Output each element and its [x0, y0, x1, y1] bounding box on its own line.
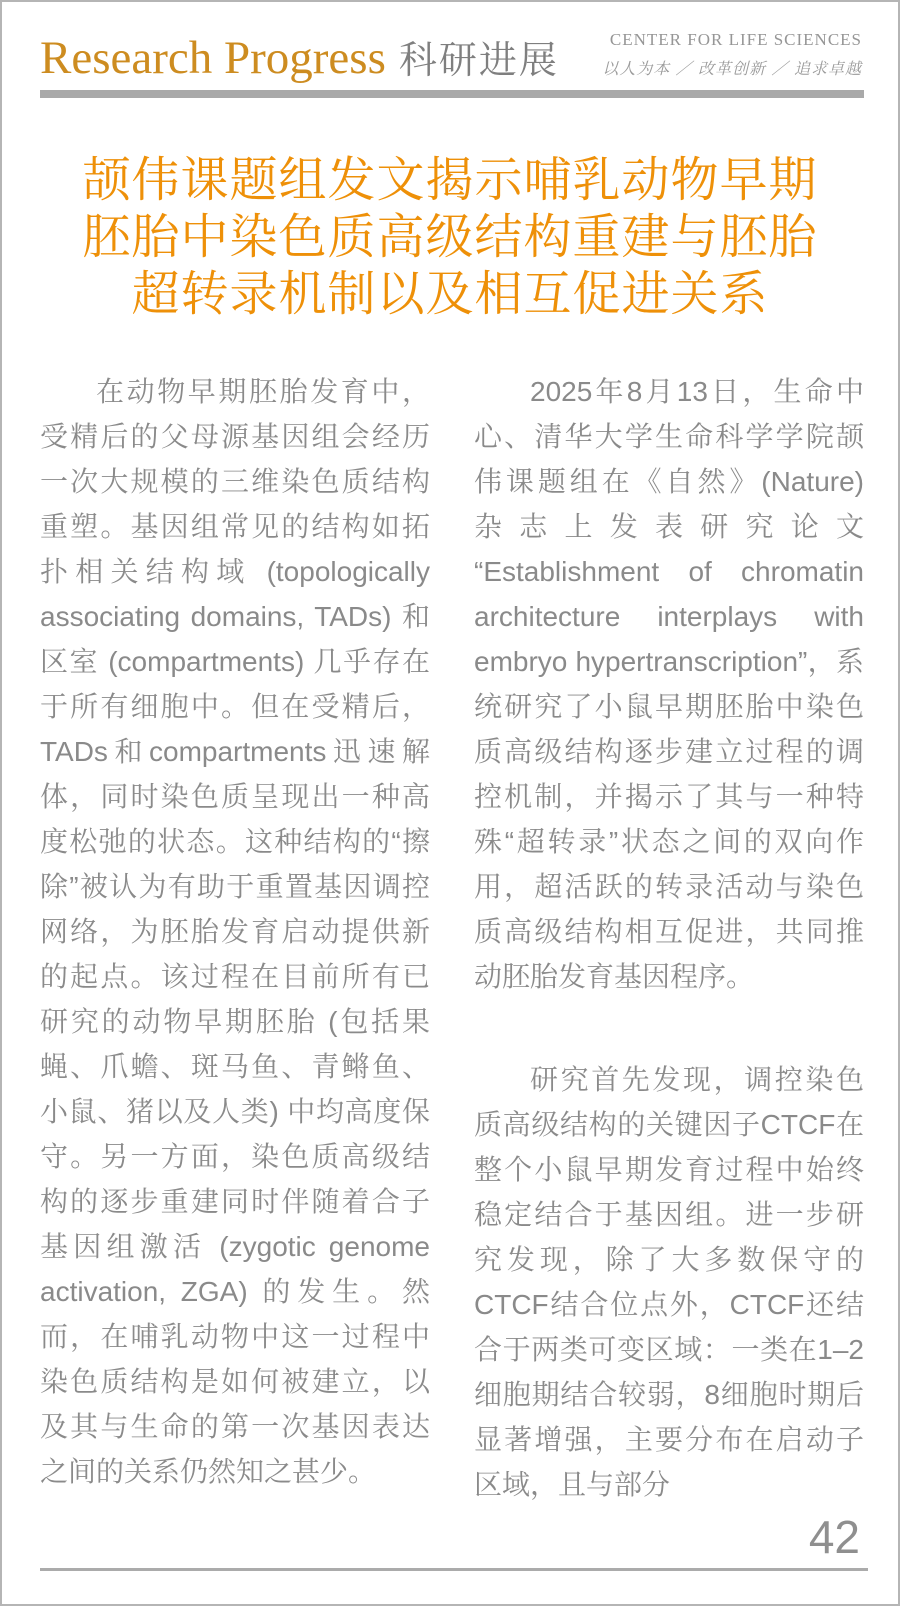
header-org-block — [602, 30, 862, 83]
article-title-line-2: 胚胎中染色质高级结构重建与胚胎 — [82, 211, 818, 264]
org-motto: 以人为本 ／ 改革创新 ／ 追求卓越 — [602, 61, 862, 78]
header-masthead — [40, 31, 559, 84]
footer-divider-line — [40, 1568, 868, 1571]
article-body — [40, 369, 864, 1507]
page-number: 42 — [808, 1511, 860, 1563]
header-divider-bar — [40, 90, 864, 98]
org-name: CENTER FOR LIFE SCIENCES — [609, 30, 862, 49]
paragraph-publication: 2025年8月13日，生命中心、清华大学生命科学学院颉伟课题组在《自然》(Nature) 杂志上发表研究论文 “Establishment of chromatin architecture interplays with embryo hypertranscription”，系统研究了小鼠早期胚胎中染色质高级结构逐步建立过程的调控机制，并揭示了其与一种特殊“超转录”状态之间的双向作用，超活跃的转录活动与染色质高级结构相互促进，共同推动胚胎发育基因程序。 — [474, 376, 864, 992]
paragraph-intro: 在动物早期胚胎发育中，受精后的父母源基因组会经历一次大规模的三维染色质结构重塑。基因组常见的结构如拓扑相关结构域 (topologically associating domains, TADs) 和区室 (compartments) 几乎存在于所有细胞中。但在受精后，TADs和compartments迅速解体，同时染色质呈现出一种高度松弛的状态。这种结构的“擦除”被认为有助于重置基因调控网络，为胚胎发育启动提供新的起点。该过程在目前所有已研究的动物早期胚胎 (包括果蝇、爪蟾、斑马鱼、青鳉鱼、小鼠、猪以及人类) 中均高度保守。另一方面，染色质高级结构的逐步重建同时伴随着合子基因组激活 (zygotic genome activation, ZGA) 的发生。然而，在哺乳动物中这一过程中染色质结构是如何被建立，以及其与生命的第一次基因表达之间的关系仍然知之甚少。 — [40, 376, 430, 1487]
paragraph-findings: 研究首先发现，调控染色质高级结构的关键因子CTCF在整个小鼠早期发育过程中始终稳定结合于基因组。进一步研究发现，除了大多数保守的CTCF结合位点外，CTCF还结合于两类可变区域：一类在1–2细胞期结合较弱，8细胞时期后显著增强，主要分布在启动子区域，且与部分 — [474, 1064, 864, 1500]
article-title-line-1: 颉伟课题组发文揭示哺乳动物早期 — [82, 154, 818, 207]
right-column — [474, 369, 864, 1507]
header-title-en: Research Progress — [40, 31, 386, 84]
article-title — [2, 152, 898, 323]
left-column — [40, 369, 430, 1507]
header-title-zh: 科研进展 — [398, 39, 559, 82]
header — [40, 30, 862, 83]
article-title-line-3: 超转录机制以及相互促进关系 — [131, 268, 769, 321]
